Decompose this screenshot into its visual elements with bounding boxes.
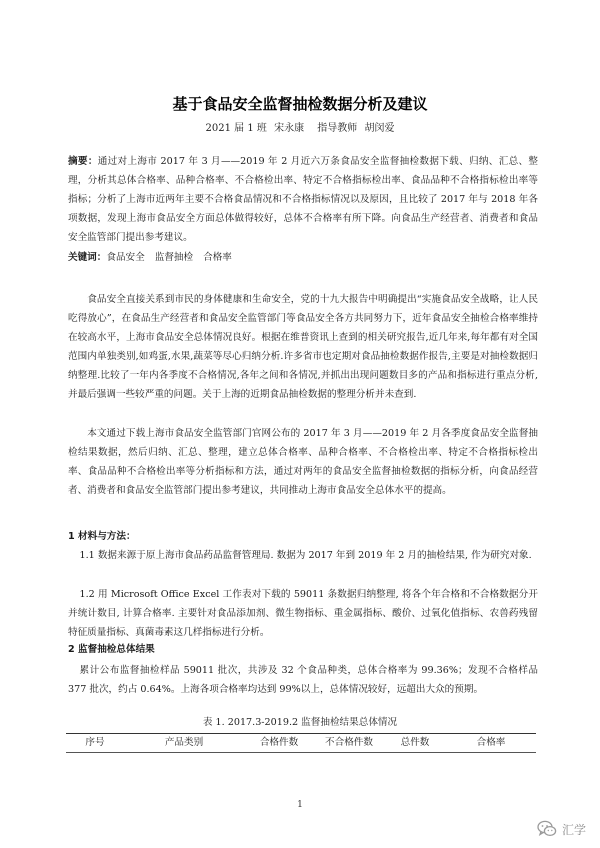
byline xyxy=(0,122,600,136)
table-header-cell: 合格件数 xyxy=(259,737,299,748)
table-header-cell: 序号 xyxy=(85,737,105,748)
keyword: 食品安全 xyxy=(106,252,145,263)
keyword: 合格率 xyxy=(203,252,232,263)
paper-title: 基于食品安全监督抽检数据分析及建议 xyxy=(172,95,428,113)
page-number: 1 xyxy=(297,800,303,810)
watermark-text: 汇学 xyxy=(561,822,586,837)
intro-paragraph-1: 食品安全直接关系到市民的身体健康和生命安全，党的十九大报告中明确提出“实施食品安全战略，让人民吃得放心”，在食品生产经营者和食品安全监管部门等食品安全各方共同努力下，近年食品安全抽检合格率维持在较高水平，上海市食品安全总体情况良好。根据在维普资讯上查到的相关研究报告,近几年来,每年都有对全国范围内单独类别,如鸡蛋,水果,蔬菜等尽心归纳分析.许多省市也定期对食品抽检数据作报告,主要是对抽检数据归纳整理.比较了一年内各季度不合格情况,各年之间和各情况,并抓出出现问题数目多的产品和指标进行重点分析,并最后强调一些较严重的问题。关于上海的近期食品抽检数据的整理分析并未查到. xyxy=(68,294,538,400)
materials-paragraph-1: 1.1 数据来源于原上海市食品药品监督管理局. 数据为 2017 年到 2019 年 2 月的抽检结果, 作为研究对象. xyxy=(79,550,532,561)
keywords xyxy=(68,248,538,267)
watermark xyxy=(537,818,586,840)
materials-paragraph-2: 1.2 用 Microsoft Office Excel 工作表对下载的 59011 条数据归纳整理, 将各个年合格和不合格数据分开并统计数目, 计算合格率. 主要针对食品添加剂、微生物指标、重金属指标、酸价、过氧化值指标、农兽药残留特征质量指标、真菌毒素这几样指标进行分析。 xyxy=(68,589,538,638)
keyword: 监督抽检 xyxy=(154,252,194,263)
section-heading-results: 2 监督抽检总体结果 xyxy=(68,644,155,655)
section-heading-materials: 1 材料与方法： xyxy=(68,531,136,542)
keywords-label: 关键词： xyxy=(68,252,107,263)
wechat-icon xyxy=(537,820,557,838)
class-line: 2021 届 1 班 xyxy=(205,123,267,134)
intro-paragraph-2: 本文通过下载上海市食品安全监管部门官网公布的 2017 年 3 月——2019 年 2 月各季度食品安全监督抽检结果数据，然后归纳、汇总、整理，建立总体合格率、品种合格率、不合格检出率、特定不合格指标检出率、食品品种不合格检出率等分析指标和方法，通过对两年的食品安全监督抽检数据的指标分析，向食品经营者、消费者和食品安全监管部门提出参考建议，共同推动上海市食品安全总体水平的提高。 xyxy=(68,428,538,496)
table-caption: 表 1. 2017.3-2019.2 监督抽检结果总体情况 xyxy=(202,717,398,728)
table-header-cell: 产品类别 xyxy=(164,737,204,748)
abstract-label: 摘要： xyxy=(68,156,98,167)
abstract xyxy=(68,152,538,247)
table-header-row xyxy=(66,733,536,753)
advisor-name: 胡闵爱 xyxy=(364,123,395,134)
table-header-cell: 不合格件数 xyxy=(325,737,373,748)
abstract-text: 通过对上海市 2017 年 3 月——2019 年 2 月近六万条食品安全监督抽检数据下载、归纳、汇总、整理，分析其总体合格率、品种合格率、不合格检出率、特定不合格指标检出率、食品品种不合格指标检出率等指标；分析了上海市近两年主要不合格食品情况和不合格指标情况以及原因，且比较了 2017 年与 2018 年各项数据，发现上海市食品安全方面总体做得较好，总体不合格率有所下降。向食品生产经营者、消费者和食品安全监管部门提出参考建议。 xyxy=(68,156,539,243)
student-name: 宋永康 xyxy=(274,123,305,134)
advisor-label: 指导教师 xyxy=(317,123,358,134)
table-header-cell: 合格率 xyxy=(476,737,506,748)
table-header-cell: 总件数 xyxy=(400,737,430,748)
results-paragraph-1: 累计公布监督抽检样品 59011 批次，共涉及 32 个食品种类，总体合格率为 99.36%；发现不合格样品 377 批次，约占 0.64%。上海各项合格率均达到 99%以上，总体情况较好，远超出大众的预期。 xyxy=(68,665,538,695)
